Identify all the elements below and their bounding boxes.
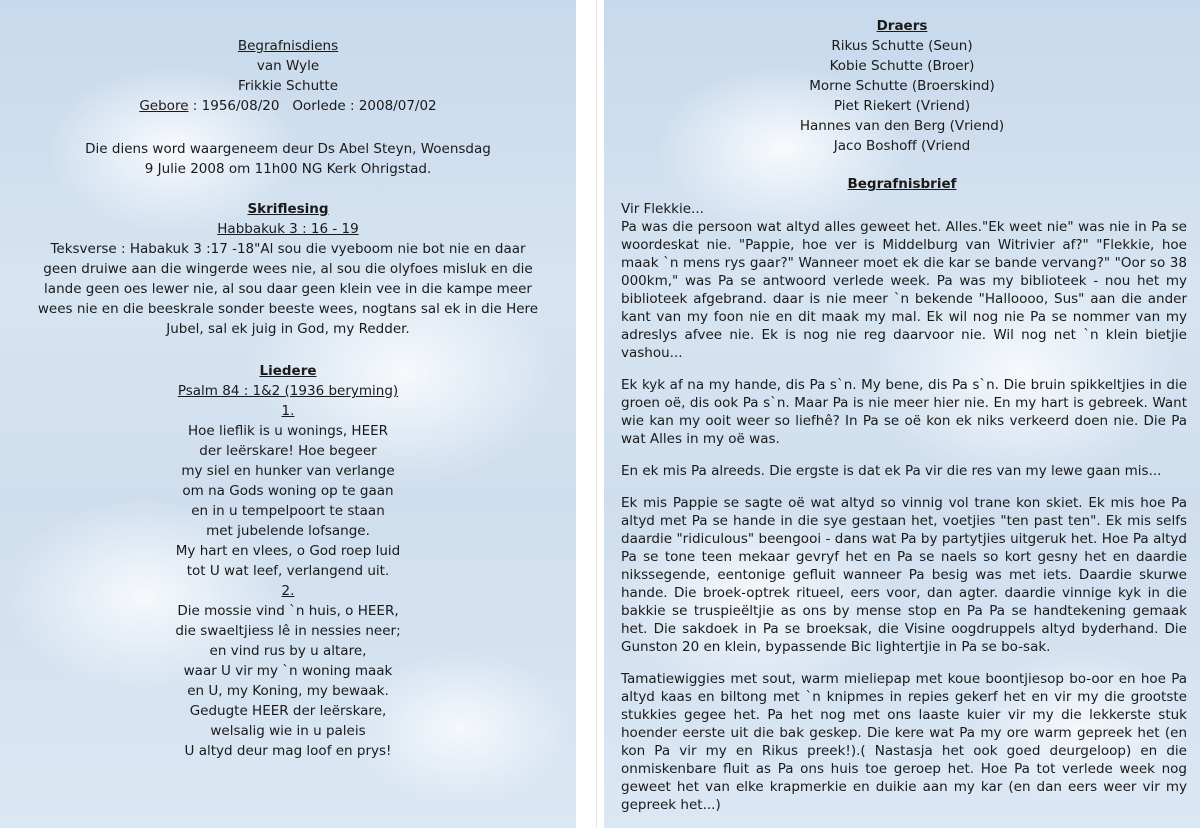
- hymn-line: welsalig wie in u paleis: [210, 723, 366, 739]
- hymns-heading: Liedere: [259, 363, 317, 379]
- scripture-section: [0, 199, 576, 339]
- letter-paragraph: Pa was die persoon wat altyd alles geweet het. Alles."Ek weet nie" was nie in Pa se woordeskat nie. "Pappie, hoe ver is Middelburg van Witrivier af?" "Flekkie, hoe maak `n mens rys gaar?" Wanneer moet ek die kar se bande vervang?" "Oor so 38 000km," was Pa se antwoord verlede week. Pa was my biblioteek - nou het my biblioteek afgebrand. daar is nie meer `n bekende "Halloooo, Sus" aan die ander kant van my foon nie en dit maak my mal. Ek wil nog nie Pa se nommer van my adreslys afvee nie. Ek is nog nie reg daarvoor nie. Wil nog net `n klein bietjie vashou...: [621, 219, 1187, 361]
- pallbearer-name: Hannes van den Berg (Vriend): [799, 118, 1005, 134]
- funeral-header: [0, 36, 576, 116]
- pallbearer-name: Piet Riekert (Vriend): [833, 98, 971, 114]
- hymn-line: Die mossie vind `n huis, o HEER,: [177, 603, 399, 619]
- scripture-reference: Habbakuk 3 : 16 - 19: [217, 221, 359, 237]
- letter-paragraph: Tamatiewiggies met sout, warm mieliepap met koue boontjiesop bo-oor en hoe Pa altyd kaas en biltong met `n knipmes in repies gekerf het en vir my die grootste stukkies gegee het. Pa het nog met ons laaste kuier vir my die lekkerste stuk hoender eerste uit die bak geskep. Die kere wat Pa my ore warm gepreek het (en kon Pa vir my en Rikus preek!).( Nastasja het ook goed deurgeloop) en die onmiskenbare fluit as Pa ons huis toe geroep het. Hoe Pa tot verlede week nog geweet het van elke krapmerkie en duikie aan my kar (en dan eers weer vir my gepreek het...): [621, 671, 1187, 813]
- hymn-line: en in u tempelpoort te staan: [191, 503, 385, 519]
- verse-number: 2.: [281, 583, 295, 599]
- hymn-line: tot U wat leef, verlangend uit.: [186, 563, 390, 579]
- hymn-line: Gedugte HEER der leërskare,: [189, 703, 387, 719]
- hymn-line: Hoe lieflik is u wonings, HEER: [187, 423, 389, 439]
- letter-paragraph: En ek mis Pa alreeds. Die ergste is dat ek Pa vir die res van my lewe gaan mis...: [621, 463, 1162, 479]
- verse-line: geen druiwe aan die wingerde wees nie, al sou die olyfoes misluk en die: [43, 261, 533, 277]
- hymns-section: [0, 361, 576, 761]
- letter-heading: Begrafnisbrief: [847, 176, 957, 192]
- of-late-label: van Wyle: [256, 58, 320, 74]
- hymn-line: my siel en hunker van verlange: [181, 463, 395, 479]
- verse-line: Teksverse : Habakuk 3 :17 -18"Al sou die vyeboom nie bot nie en daar: [50, 241, 526, 257]
- pallbearer-name: Jaco Boshoff (Vriend: [833, 138, 971, 154]
- hymn-line: waar U vir my `n woning maak: [183, 663, 393, 679]
- pallbearers-heading: Draers: [876, 18, 928, 34]
- fold-line: [596, 0, 597, 828]
- right-page: [604, 0, 1200, 828]
- psalm-reference: Psalm 84 : 1&2 (1936 beryming): [177, 383, 399, 399]
- scripture-heading: Skriflesing: [247, 201, 329, 217]
- funeral-letter: [621, 200, 1187, 828]
- hymn-line: die swaeltjiess lê in nessies neer;: [175, 623, 401, 639]
- deceased-name: Frikkie Schutte: [237, 78, 339, 94]
- born-label: Gebore: [139, 98, 189, 114]
- service-info: [0, 139, 576, 179]
- verse-number: 1.: [281, 403, 295, 419]
- died-date: Oorlede : 2008/07/02: [292, 98, 437, 114]
- hymn-line: en U, my Koning, my bewaak.: [187, 683, 389, 699]
- pallbearers-section: [604, 16, 1200, 194]
- dates-line: [0, 96, 576, 116]
- hymn-line: der leërskare! Hoe begeer: [199, 443, 377, 459]
- hymn-line: om na Gods woning op te gaan: [182, 483, 394, 499]
- pallbearer-name: Rikus Schutte (Seun): [831, 38, 973, 54]
- service-title: Begrafnisdiens: [237, 38, 339, 54]
- hymn-line: My hart en vlees, o God roep luid: [175, 543, 401, 559]
- letter-salutation: Vir Flekkie...: [621, 201, 704, 217]
- pallbearer-name: Morne Schutte (Broerskind): [809, 78, 995, 94]
- letter-paragraph: Ek mis Pappie se sagte oë wat altyd so vinnig vol trane kon skiet. Ek mis hoe Pa altyd met Pa se hande in die sye gestaan het, voetjies "ten past ten". Ek mis selfs daardie "ridiculous" beengooi - dans wat Pa by partytjies uitgeruk het. Hoe Pa altyd Pa se tone teen mekaar gevryf het en Pa se naels so kort gesny het en daardie nikssegende, eentonige gefluit wanneer Pa besig was met iets. Daardie skurwe hande. Die broek-optrek ritueel, eers voor, dan agter. daardie vinnige kyk in die bakkie se truspieëltjie as ons by mense stop en Pa Pa se handtekening gemaak het. Die sakdoek in Pa se broeksak, die Visine oogdruppels altyd byderhand. Die Gunston 20 en klein, bypassende Bic lightertjie in Pa se bo-sak.: [621, 495, 1187, 655]
- service-line-1: Die diens word waargeneem deur Ds Abel Steyn, Woensdag: [85, 141, 491, 157]
- left-page: [0, 0, 576, 828]
- verse-line: lande geen oes lewer nie, al sou daar geen klein vee in die kampe meer: [44, 281, 532, 297]
- verse-line: Jubel, sal ek juig in God, my Redder.: [166, 321, 410, 337]
- verse-line: wees nie en die beeskrale sonder beeste wees, nogtans sal ek in die Here: [37, 301, 539, 317]
- letter-paragraph: Ek kyk af na my hande, dis Pa s`n. My bene, dis Pa s`n. Die bruin spikkeltjies in die groen oë, dis ook Pa s`n. Maar Pa is nie meer hier nie. En my hart is gebreek. Want wie kan my ooit weer so liefhê? In Pa se oë kon ek niks verkeerd doen nie. Die Pa wat Alles in my oë was.: [621, 377, 1187, 447]
- hymn-line: en vind rus by u altare,: [209, 643, 367, 659]
- service-line-2: 9 Julie 2008 om 11h00 NG Kerk Ohrigstad.: [144, 161, 432, 177]
- hymn-line: met jubelende lofsange.: [206, 523, 370, 539]
- hymn-line: U altyd deur mag loof en prys!: [184, 743, 392, 759]
- born-date: : 1956/08/20: [192, 98, 280, 114]
- pallbearer-name: Kobie Schutte (Broer): [829, 58, 975, 74]
- page-gutter: [576, 0, 604, 828]
